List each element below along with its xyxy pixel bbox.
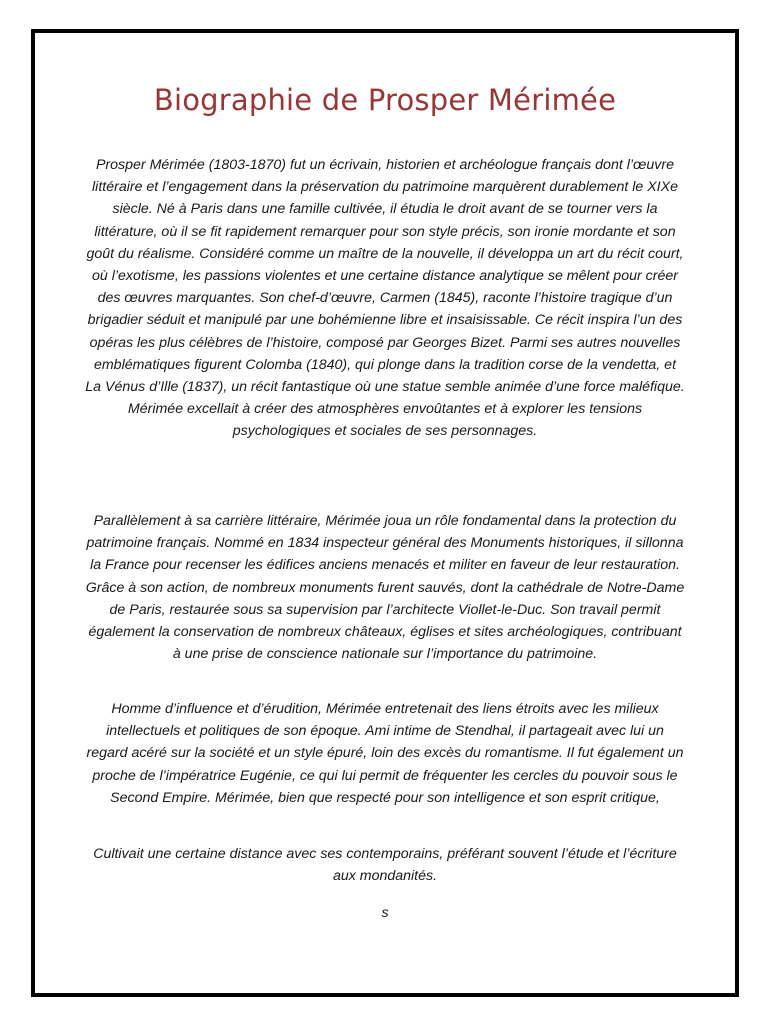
paragraph-distance: Cultivait une certaine distance avec ses contemporains, préférant souvent l’étude et l’écriture aux mondanités.: [93, 846, 677, 885]
paragraph-intro: Prosper Mérimée (1803-1870) fut un écrivain, historien et archéologue français dont l’œuvre littéraire et l’engagement dans la préservation du patrimoine marquèrent durablement le XIXe siècle. Né à Paris dans une famille cultivée, il étudia le droit avant de se tourner vers la littérature, où il se fit rapidement remarquer pour son style précis, son ironie mordante et son goût du réalisme. Considéré comme un maître de la nouvelle, il développa un art du récit court, où l’exotisme, les passions violentes et une certaine distance analytique se mêlent pour créer des œuvres marquantes. Son chef-d’œuvre, Carmen (1845), raconte l’histoire tragique d’un brigadier séduit et manipulé par une bohémienne libre et insaisissable. Ce récit inspira l’un des opéras les plus célèbres de l’histoire, composé par Georges Bizet. Parmi ses autres nouvelles emblématiques figurent Colomba (1840), qui plonge dans la tradition corse de la vendetta, et La Vénus d’Ille (1837), un récit fantastique où une statue semble animée d’une force maléfique. Mérimée excellait à créer des atmosphères envoûtantes et à explorer les tensions psychologiques et sociales de ses personnages.: [85, 157, 685, 440]
paragraph-heritage: Parallèlement à sa carrière littéraire, Mérimée joua un rôle fondamental dans la protection du patrimoine français. Nommé en 1834 inspecteur général des Monuments historiques, il sillonna la France pour recenser les édifices anciens menacés et militer en faveur de leur restauration. Grâce à son action, de nombreux monuments furent sauvés, dont la cathédrale de Notre-Dame de Paris, restaurée sous sa supervision par l’architecte Viollet-le-Duc. Son travail permit également la conservation de nombreux châteaux, églises et sites archéologiques, contribuant à une prise de conscience nationale sur l’importance du patrimoine.: [85, 513, 685, 663]
page-title: Biographie de Prosper Mérimée: [153, 83, 617, 117]
paragraph-fragment: s: [381, 905, 389, 921]
page-frame: [31, 29, 739, 997]
paragraph-influence: Homme d’influence et d’érudition, Mérimée entretenait des liens étroits avec les milieux intellectuels et politiques de son époque. Ami intime de Stendhal, il partageait avec lui un regard acéré sur la société et un style épuré, loin des excès du romantisme. Il fut également un proche de l’impératrice Eugénie, ce qui lui permit de fréquenter les cercles du pouvoir sous le Second Empire. Mérimée, bien que respecté pour son intelligence et son esprit critique,: [86, 701, 684, 806]
